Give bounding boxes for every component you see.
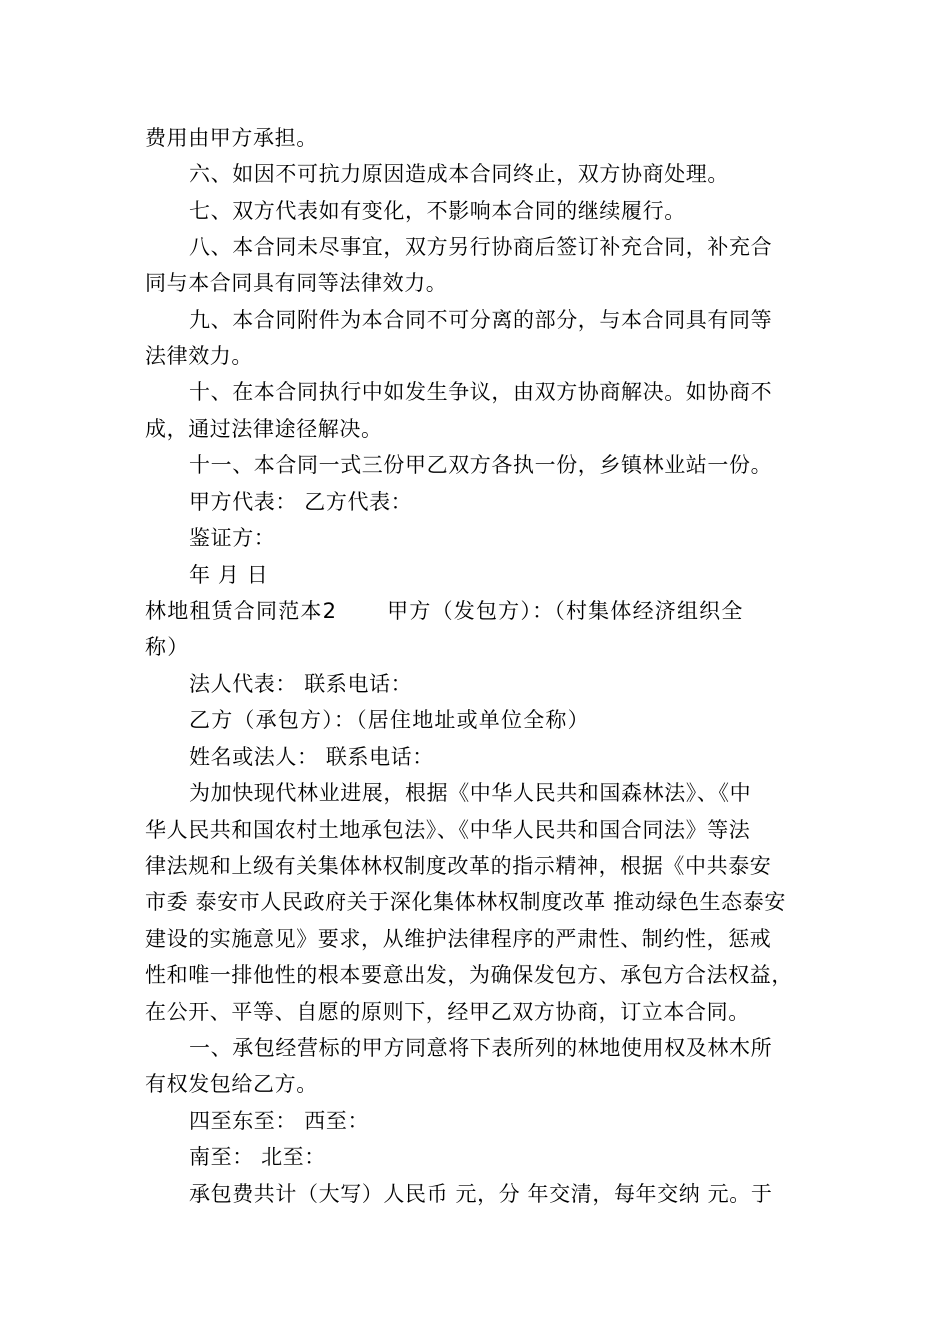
party-a-label: 甲方（发包方）：（村集体经济组织全 — [387, 599, 744, 623]
paragraph-line: 称） — [145, 635, 190, 659]
contract-template-title: 林地租赁合同范本2 — [145, 599, 338, 623]
paragraph-line: 法律效力。 — [145, 344, 253, 368]
clause-six: 六、如因不可抗力原因造成本合同终止，双方协商处理。 — [189, 162, 729, 186]
signature-date: 年 月 日 — [189, 563, 269, 587]
preamble-line: 为加快现代林业进展，根据《中华人民共和国森林法》、《中 — [189, 781, 752, 805]
paragraph-line: 同与本合同具有同等法律效力。 — [145, 271, 448, 295]
preamble-line: 在公开、平等、自愿的原则下，经甲乙双方协商，订立本合同。 — [145, 1000, 750, 1024]
paragraph-line: 有权发包给乙方。 — [145, 1072, 318, 1096]
clause-seven: 七、双方代表如有变化，不影响本合同的继续履行。 — [189, 199, 686, 223]
clause-one: 一、承包经营标的甲方同意将下表所列的林地使用权及林木所 — [189, 1036, 773, 1060]
name-phone-field: 姓名或法人： 联系电话： — [189, 745, 434, 769]
preamble-line: 建设的实施意见》要求，从维护法律程序的严肃性、制约性，惩戒 — [145, 927, 772, 951]
paragraph-line: 成，通过法律途径解决。 — [145, 417, 383, 441]
clause-ten: 十、在本合同执行中如发生争议，由双方协商解决。如协商不 — [189, 380, 773, 404]
boundary-east-west: 四至东至： 西至： — [189, 1109, 370, 1133]
paragraph-line: 费用由甲方承担。 — [145, 126, 318, 150]
preamble-line: 性和唯一排他性的根本要意出发，为确保发包方、承包方合法权益， — [145, 963, 793, 987]
signature-representatives: 甲方代表： 乙方代表： — [189, 490, 413, 514]
clause-nine: 九、本合同附件为本合同不可分离的部分，与本合同具有同等 — [189, 308, 773, 332]
boundary-south-north: 南至： 北至： — [189, 1145, 326, 1169]
preamble-line: 市委 泰安市人民政府关于深化集体林权制度改革 推动绿色生态泰安 — [145, 890, 786, 914]
party-b-label: 乙方（承包方）：（居住地址或单位全称） — [189, 708, 590, 732]
section-heading-line — [145, 596, 825, 626]
clause-eleven: 十一、本合同一式三份甲乙双方各执一份，乡镇林业站一份。 — [189, 453, 773, 477]
fee-clause: 承包费共计（大写）人民币 元，分 年交清，每年交纳 元。于 — [189, 1182, 773, 1206]
signature-witness: 鉴证方： — [189, 526, 276, 550]
legal-representative-field: 法人代表： 联系电话： — [189, 672, 413, 696]
preamble-line: 华人民共和国农村土地承包法》、《中华人民共和国合同法》等法 — [145, 818, 751, 842]
preamble-line: 律法规和上级有关集体林权制度改革的指示精神，根据《中共泰安 — [145, 854, 772, 878]
clause-eight: 八、本合同未尽事宜，双方另行协商后签订补充合同，补充合 — [189, 235, 773, 259]
